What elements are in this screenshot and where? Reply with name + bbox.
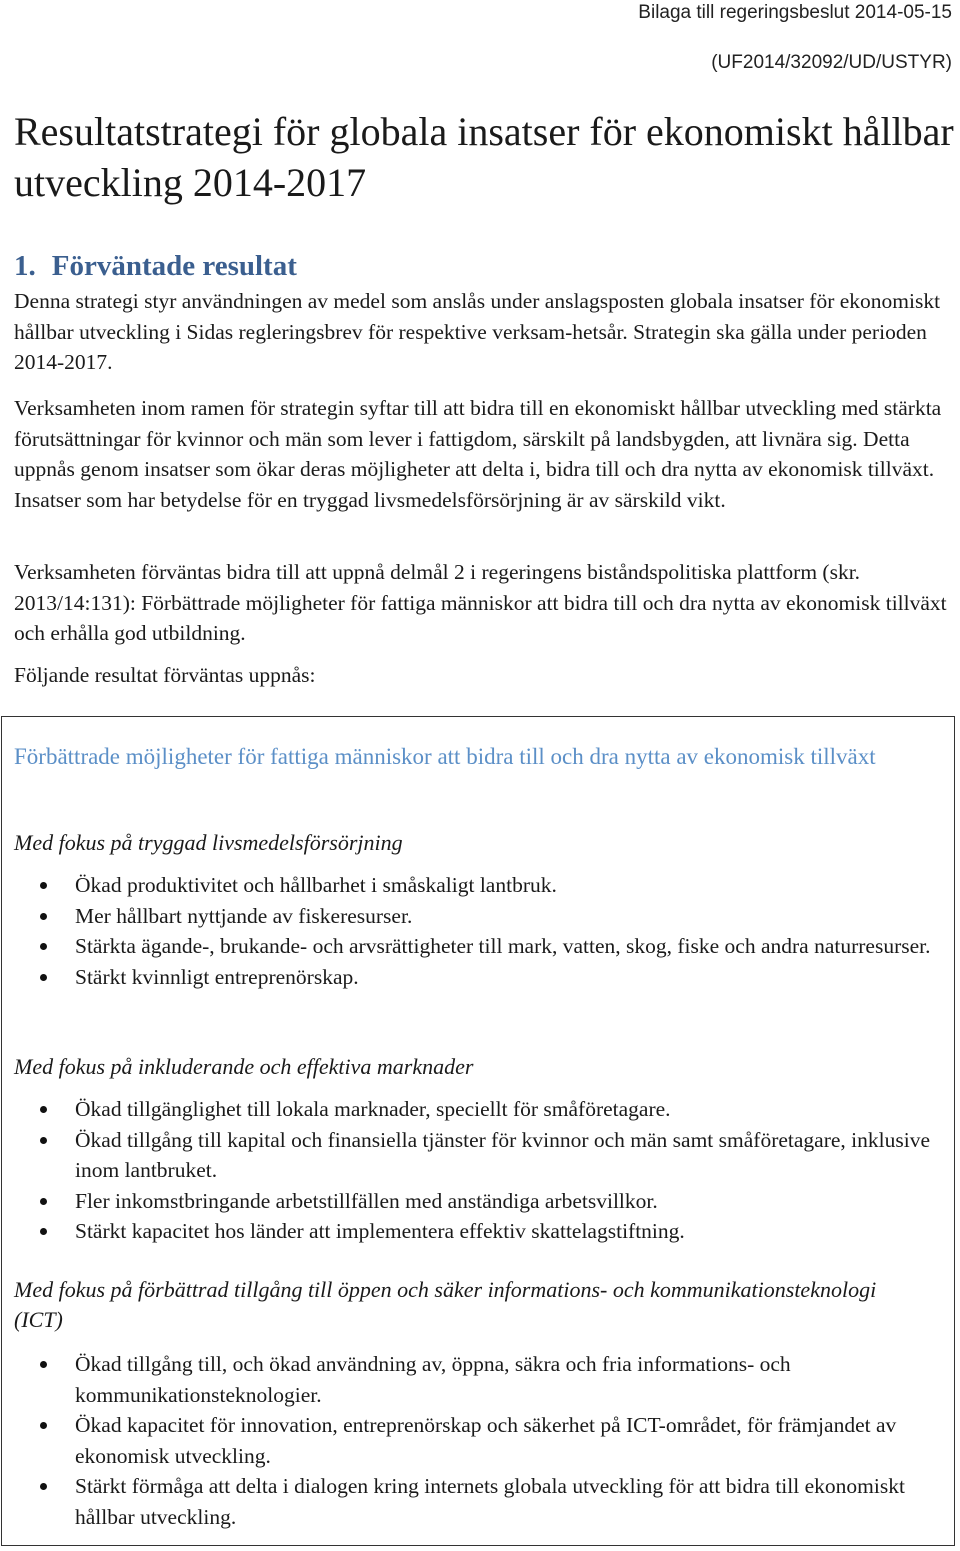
paragraph-results-lead: Följande resultat förväntas uppnås: (14, 663, 316, 687)
subheading-food-security: Med fokus på tryggad livsmedelsförsörjning (14, 830, 403, 855)
section-heading-text: Förväntade resultat (51, 250, 297, 282)
paragraph-purpose: Verksamheten inom ramen för strategin syftar till att bidra till en ekonomiskt hållbar utveckling med stärkta förutsättningar för kvinnor och män som lever i fattigdom, särskilt på landsbygden, att livnära sig. Detta uppnås genom insatser som ökar deras möjligheter att delta i, bidra till och dra nytta av ekonomisk tillväxt. Insatser som har betydelse för en tryggad livsmedelsförsörjning är av särskild vikt. (14, 396, 942, 512)
paragraph-goal: Verksamheten förväntas bidra till att uppnå delmål 2 i regeringens biståndspolitiska plattform (skr. 2013/14:131): Förbättrade möjligheter för fattiga människor att bidra till och dra nytta av ekonomisk tillväxt och erhålla god utbildning. (14, 560, 947, 645)
bullet-icon (40, 913, 47, 920)
list-item: Ökad produktivitet och hållbarhet i småskaligt lantbruk. (0, 870, 935, 901)
bullet-list-markets (0, 1094, 935, 1247)
bullet-icon (40, 974, 47, 981)
header-decision-line: Bilaga till regeringsbeslut 2014-05-15 (638, 2, 952, 23)
list-item: Fler inkomstbringande arbetstillfällen med anständiga arbetsvillkor. (0, 1186, 935, 1217)
bullet-icon (40, 1228, 47, 1235)
bullet-icon (40, 943, 47, 950)
list-item: Ökad tillgänglighet till lokala marknader, speciellt för småföretagare. (0, 1094, 935, 1125)
results-box-title: Förbättrade möjligheter för fattiga människor att bidra till och dra nytta av ekonomisk tillväxt (14, 744, 876, 769)
bullet-icon (40, 1106, 47, 1113)
list-item: Ökad tillgång till, och ökad användning av, öppna, säkra och fria informations- och kommunikationsteknologier. (0, 1349, 935, 1410)
subheading-ict: Med fokus på förbättrad tillgång till öppen och säker informations- och kommunikationsteknologi (ICT) (14, 1277, 877, 1332)
list-item: Ökad tillgång till kapital och finansiella tjänster för kvinnor och män samt småföretagare, inklusive inom lantbruket. (0, 1125, 935, 1186)
bullet-icon (40, 882, 47, 889)
bullet-icon (40, 1361, 47, 1368)
paragraph-intro: Denna strategi styr användningen av medel som anslås under anslagsposten globala insatser för ekonomiskt hållbar utveckling i Sidas regleringsbrev för respektive verksam-hetsår. Strategin ska gälla under perioden 2014-2017. (14, 289, 941, 374)
header-reference-number: (UF2014/32092/UD/USTYR) (711, 52, 952, 73)
bullet-icon (40, 1422, 47, 1429)
subheading-markets: Med fokus på inkluderande och effektiva marknader (14, 1054, 474, 1079)
bullet-icon (40, 1137, 47, 1144)
document-title: Resultatstrategi för globala insatser för ekonomiskt hållbar utveckling 2014-2017 (14, 109, 954, 205)
section-heading (14, 248, 297, 284)
list-item: Stärkt förmåga att delta i dialogen kring internets globala utveckling för att bidra till ekonomiskt hållbar utveckling. (0, 1471, 935, 1532)
list-item: Mer hållbart nyttjande av fiskeresurser. (0, 901, 935, 932)
list-item: Ökad kapacitet för innovation, entreprenörskap och säkerhet på ICT-området, för främjandet av ekonomisk utveckling. (0, 1410, 935, 1471)
bullet-icon (40, 1483, 47, 1490)
list-item: Stärkt kvinnligt entreprenörskap. (0, 962, 935, 993)
bullet-list-ict (0, 1349, 935, 1532)
bullet-icon (40, 1198, 47, 1205)
bullet-list-food-security (0, 870, 935, 992)
section-number: 1. (14, 250, 36, 282)
list-item: Stärkta ägande-, brukande- och arvsrättigheter till mark, vatten, skog, fiske och andra naturresurser. (0, 931, 935, 962)
list-item: Stärkt kapacitet hos länder att implementera effektiv skattelagstiftning. (0, 1216, 935, 1247)
